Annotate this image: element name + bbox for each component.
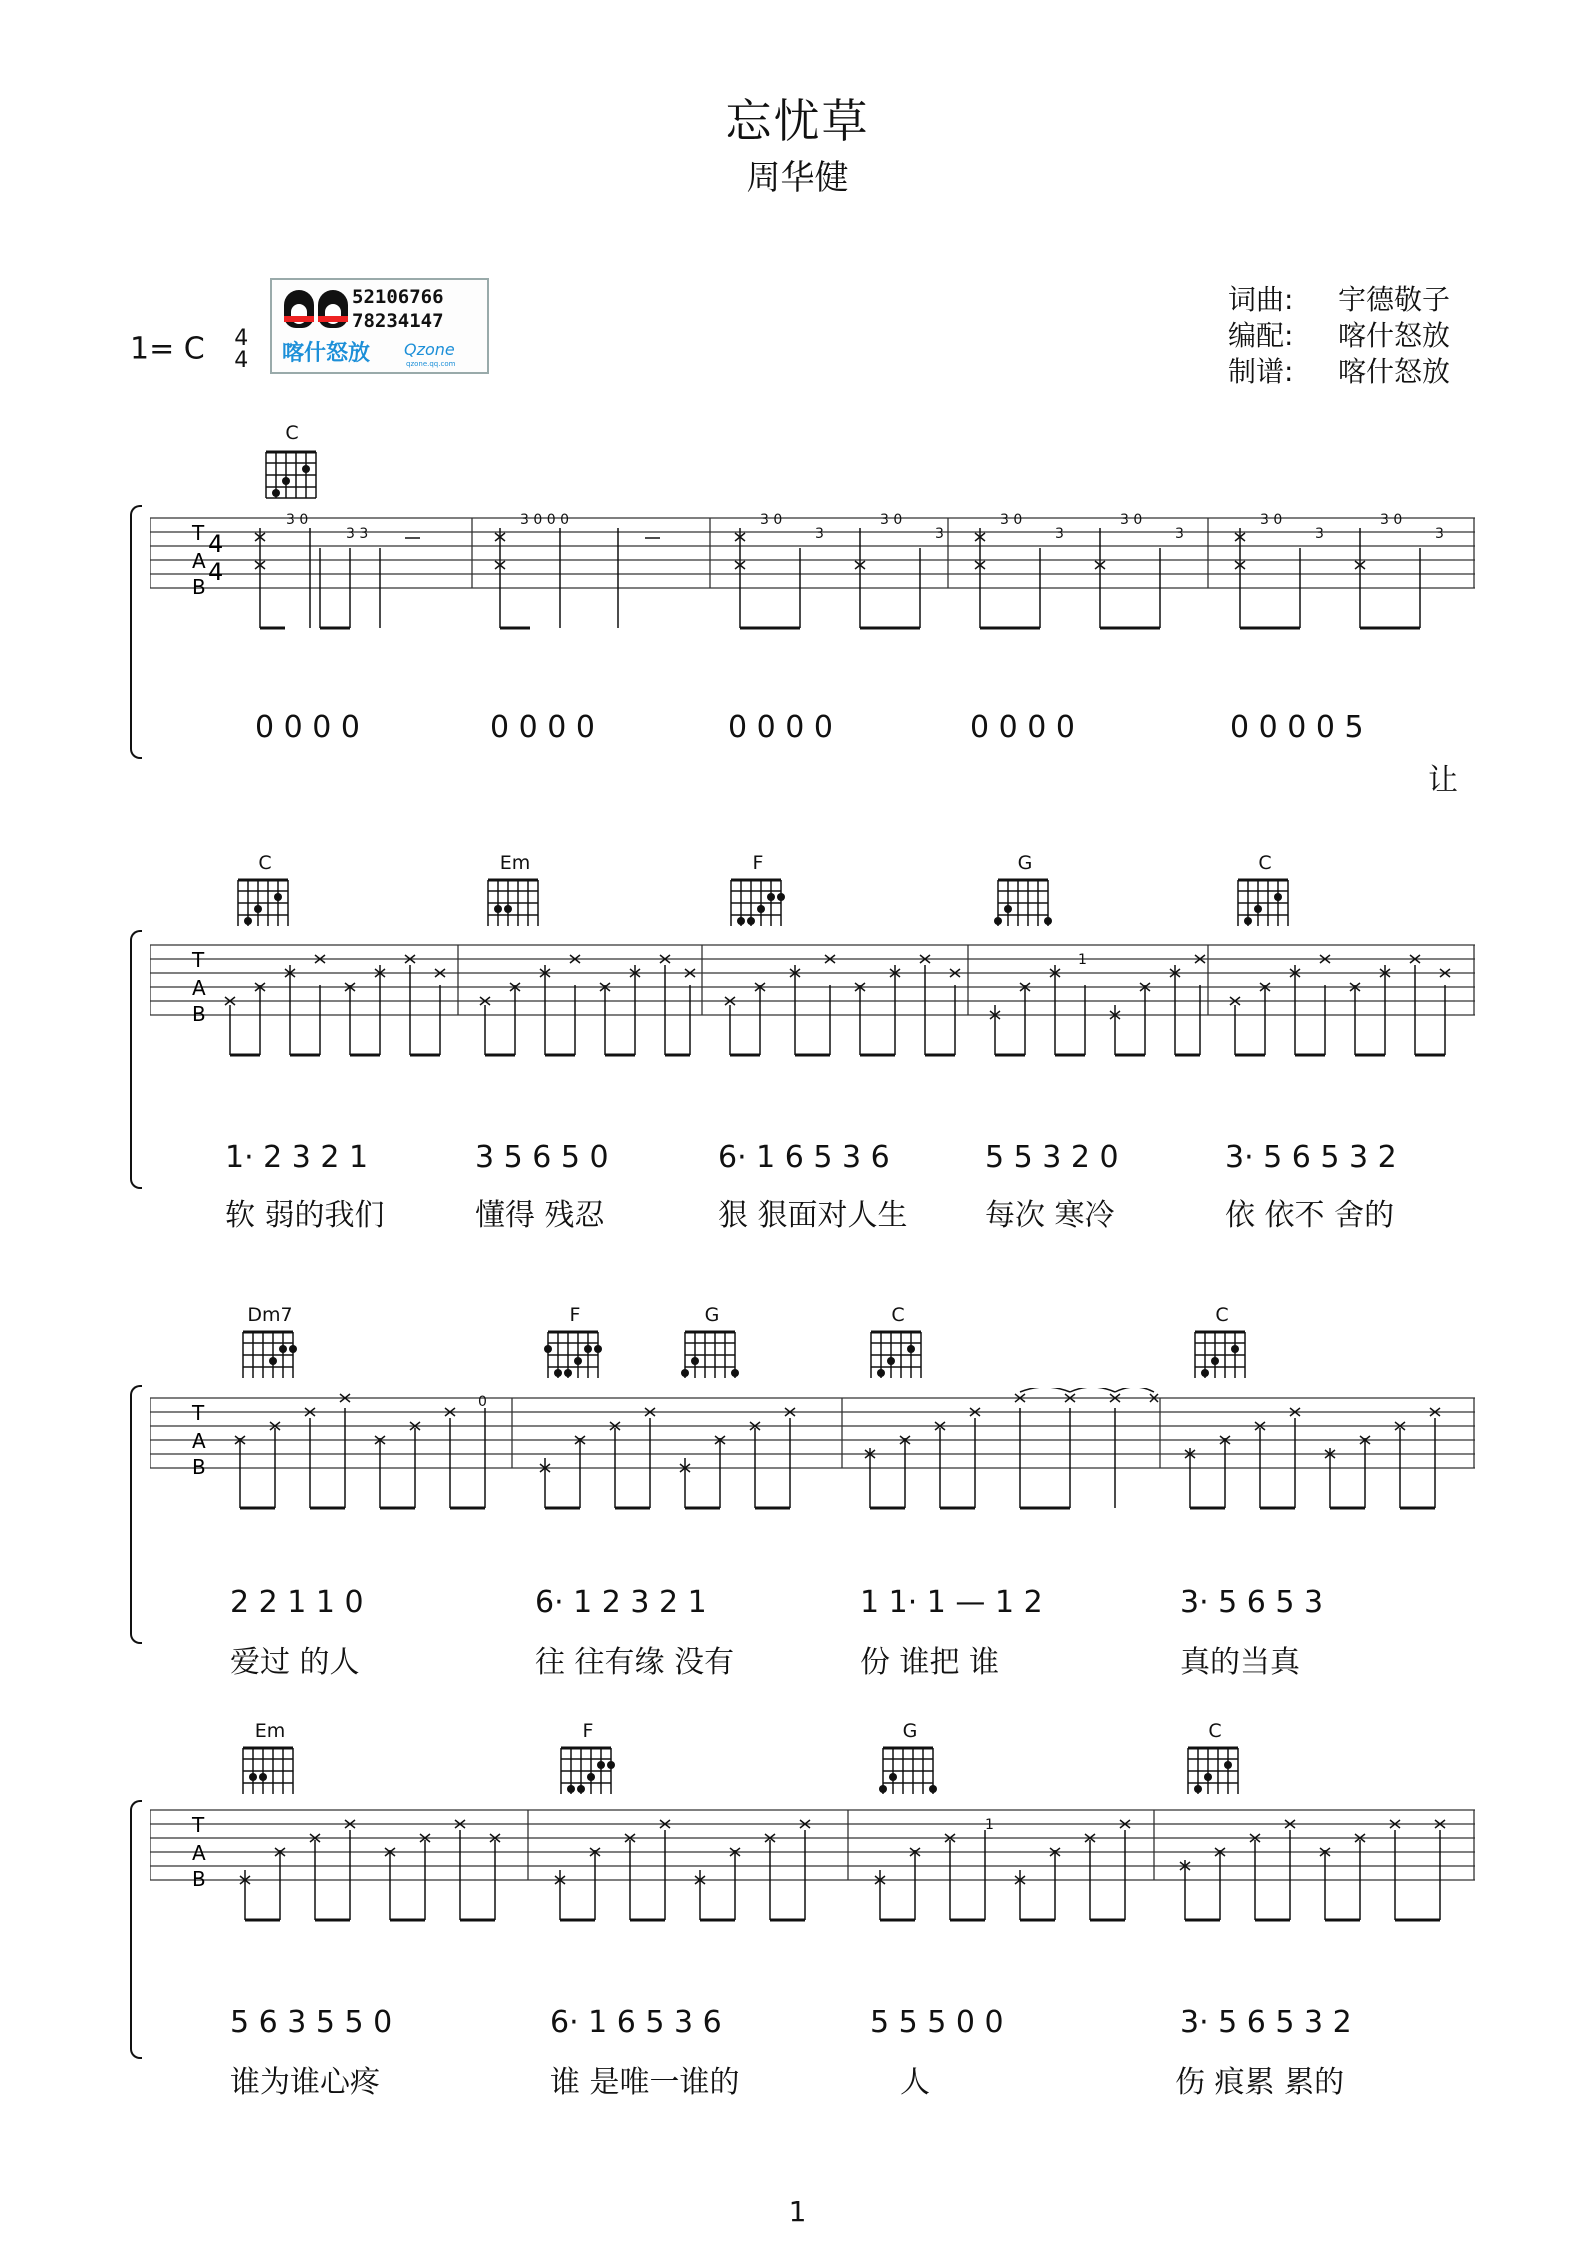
svg-text:3: 3 — [815, 526, 824, 542]
svg-text:B: B — [192, 1867, 206, 1891]
jianpu-measure: 3· 5 6 5 3 — [1180, 1585, 1324, 1620]
svg-text:T: T — [192, 1401, 205, 1425]
svg-text:3 0: 3 0 — [760, 512, 783, 528]
chord-name: Em — [499, 852, 531, 874]
chord-diagram — [877, 1740, 941, 1798]
svg-text:1: 1 — [1078, 952, 1087, 968]
song-title: 忘忧草 — [725, 94, 870, 148]
lyric: 每次 寒冷 — [985, 1198, 1115, 1233]
lyric: 懂得 残忍 — [475, 1198, 605, 1233]
key-signature — [130, 328, 248, 372]
key-label: 1= C — [130, 331, 205, 367]
svg-text:3 0: 3 0 — [1000, 512, 1023, 528]
credit-label: 编配: — [1228, 319, 1294, 352]
chord-diagram — [542, 1324, 606, 1382]
chord-diagram — [482, 872, 546, 930]
chord-name: G — [902, 1720, 918, 1742]
time-top: 4 — [234, 326, 249, 351]
tab-time-bottom: 4 — [208, 558, 224, 586]
svg-text:3: 3 — [1055, 526, 1064, 542]
logo-qzone: Qzone — [404, 340, 455, 359]
credit-value: 喀什怒放 — [1338, 355, 1451, 388]
jianpu-measure: 1 1· 1 — 1 2 — [860, 1585, 1043, 1620]
chord-diagram — [260, 444, 324, 502]
svg-text:T: T — [192, 948, 205, 972]
time-bottom: 4 — [234, 348, 249, 373]
tab-letter: B — [192, 575, 206, 599]
chord-diagram — [679, 1324, 743, 1382]
credit-value: 宇德敬子 — [1338, 283, 1451, 316]
tab-letter: A — [192, 549, 206, 573]
chord-name: F — [752, 852, 764, 874]
page-number: 1 — [788, 2195, 807, 2228]
chord-name: Dm7 — [247, 1304, 293, 1326]
jianpu-measure: 0 0 0 0 — [970, 710, 1075, 745]
lyric: 让 — [1428, 763, 1458, 798]
credit-label: 词曲: — [1228, 283, 1294, 316]
jianpu-measure: 6· 1 6 5 3 6 — [718, 1140, 890, 1175]
penguin-icon — [284, 290, 314, 328]
svg-text:A: A — [192, 976, 206, 1000]
chord-diagram — [1232, 872, 1296, 930]
jianpu-measure: 5 6 3 5 5 0 — [230, 2005, 393, 2040]
svg-text:A: A — [192, 1841, 206, 1865]
jianpu-measure: 5 5 3 2 0 — [985, 1140, 1119, 1175]
svg-text:3: 3 — [1315, 526, 1324, 542]
tab-staff — [150, 508, 1475, 638]
svg-text:3 0: 3 0 — [1380, 512, 1403, 528]
svg-text:1: 1 — [985, 1817, 994, 1833]
lyric: 份 谁把 谁 — [860, 1645, 1000, 1680]
chord-diagram — [555, 1740, 619, 1798]
svg-text:3: 3 — [1435, 526, 1444, 542]
chord-name: F — [569, 1304, 581, 1326]
tab-time-top: 4 — [208, 530, 224, 558]
time-signature — [234, 328, 248, 372]
penguin-icon — [318, 290, 348, 328]
svg-text:B: B — [192, 1455, 206, 1479]
lyric: 依 依不 舍的 — [1225, 1198, 1395, 1233]
jianpu-measure: 5 5 5 0 0 — [870, 2005, 1004, 2040]
chord-diagram — [1182, 1740, 1246, 1798]
chord-name: G — [1017, 852, 1033, 874]
logo-site: qzone.qq.com — [406, 360, 456, 368]
svg-text:3 0 0 0: 3 0 0 0 — [520, 512, 569, 528]
chord-name: C — [1258, 852, 1272, 874]
jianpu-measure: 0 0 0 0 — [728, 710, 833, 745]
chord-name: C — [258, 852, 272, 874]
chord-name: Em — [254, 1720, 286, 1742]
chord-name: C — [1208, 1720, 1222, 1742]
svg-text:B: B — [192, 1002, 206, 1026]
svg-text:A: A — [192, 1429, 206, 1453]
svg-text:3 3: 3 3 — [346, 526, 369, 542]
chord-diagram — [725, 872, 789, 930]
qq-number-1: 52106766 — [352, 286, 444, 308]
chord-name: G — [704, 1304, 720, 1326]
jianpu-measure: 3· 5 6 5 3 2 — [1180, 2005, 1352, 2040]
svg-text:3 0: 3 0 — [880, 512, 903, 528]
chord-name: C — [285, 422, 299, 444]
credit-label: 制谱: — [1228, 355, 1294, 388]
jianpu-measure: 3 5 6 5 0 — [475, 1140, 609, 1175]
chord-name: C — [891, 1304, 905, 1326]
svg-text:3 0: 3 0 — [1120, 512, 1143, 528]
chord-diagram — [237, 1324, 301, 1382]
lyric: 狠 狠面对人生 — [718, 1198, 908, 1233]
chord-name: C — [1215, 1304, 1229, 1326]
tab-staff — [150, 935, 1475, 1065]
lyric: 往 往有缘 没有 — [535, 1645, 735, 1680]
tab-staff — [150, 1800, 1475, 1930]
svg-text:T: T — [192, 1813, 205, 1837]
artist-name: 周华健 — [746, 158, 849, 198]
lyric: 真的当真 — [1180, 1645, 1300, 1680]
scarf-icon — [318, 316, 348, 322]
svg-text:3 0: 3 0 — [1260, 512, 1283, 528]
qzone-logo — [270, 278, 489, 374]
chord-diagram — [992, 872, 1056, 930]
chord-name: F — [582, 1720, 594, 1742]
jianpu-measure: 1· 2 3 2 1 — [225, 1140, 369, 1175]
tab-letter: T — [192, 521, 205, 545]
jianpu-measure: 6· 1 6 5 3 6 — [550, 2005, 722, 2040]
system-brace — [130, 1800, 142, 2059]
system-brace — [130, 505, 142, 759]
jianpu-measure: 6· 1 2 3 2 1 — [535, 1585, 707, 1620]
chord-diagram — [865, 1324, 929, 1382]
lyric: 爱过 的人 — [230, 1645, 360, 1680]
qq-number-2: 78234147 — [352, 310, 444, 332]
credit-row — [1228, 354, 1450, 390]
chord-diagram — [232, 872, 296, 930]
jianpu-measure: 2 2 1 1 0 — [230, 1585, 364, 1620]
jianpu-measure: 0 0 0 0 5 — [1230, 710, 1364, 745]
credit-row — [1228, 282, 1450, 318]
svg-text:3 0: 3 0 — [286, 512, 309, 528]
svg-text:0: 0 — [478, 1394, 487, 1410]
lyric: 人 — [900, 2065, 930, 2100]
svg-text:3: 3 — [935, 526, 944, 542]
svg-text:3: 3 — [1175, 526, 1184, 542]
tab-staff — [150, 1388, 1475, 1518]
lyric: 谁为谁心疼 — [230, 2065, 380, 2100]
lyric: 谁 是唯一谁的 — [550, 2065, 740, 2100]
chord-diagram — [1189, 1324, 1253, 1382]
credits — [1228, 282, 1450, 390]
credit-row — [1228, 318, 1450, 354]
lyric: 软 弱的我们 — [225, 1198, 385, 1233]
system-brace — [130, 1385, 142, 1644]
jianpu-measure: 0 0 0 0 — [255, 710, 360, 745]
logo-brand: 喀什怒放 — [282, 341, 371, 366]
jianpu-measure: 0 0 0 0 — [490, 710, 595, 745]
lyric: 伤 痕累 累的 — [1175, 2065, 1345, 2100]
jianpu-measure: 3· 5 6 5 3 2 — [1225, 1140, 1397, 1175]
credit-value: 喀什怒放 — [1338, 319, 1451, 352]
chord-diagram — [237, 1740, 301, 1798]
scarf-icon — [284, 316, 314, 322]
system-brace — [130, 930, 142, 1189]
